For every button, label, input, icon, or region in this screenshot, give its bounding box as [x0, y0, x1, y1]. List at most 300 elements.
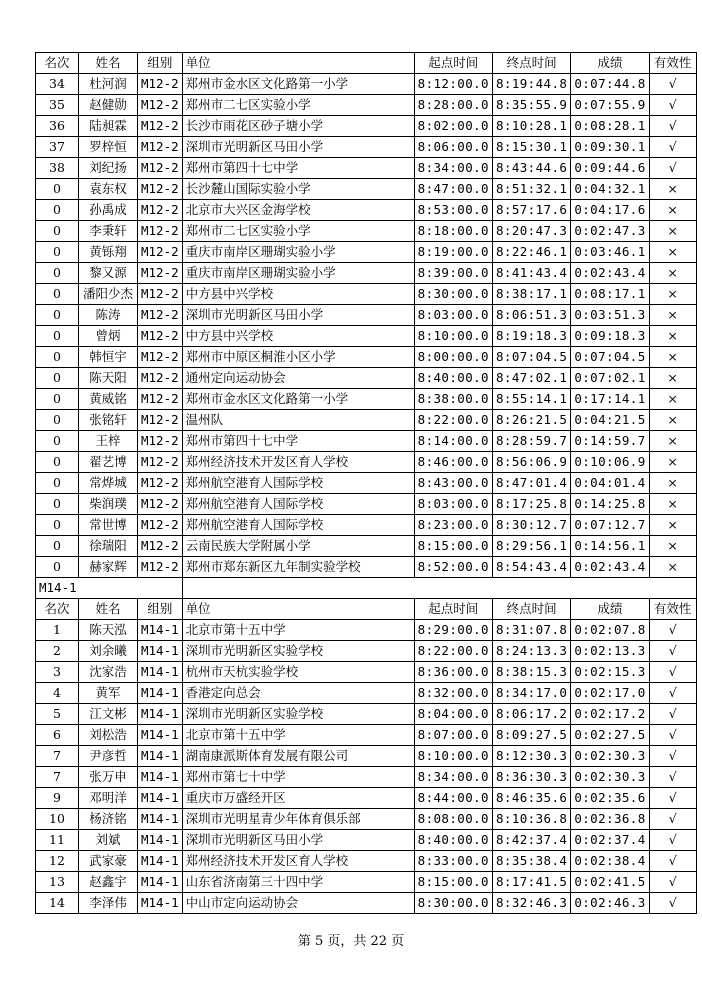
cell-group: M12-2: [138, 452, 183, 473]
cell-unit: 郑州市第七十中学: [182, 767, 414, 788]
table-row: [36, 137, 697, 158]
cell-result: 0:03:46.1: [571, 242, 649, 263]
cell-validity: ×: [649, 473, 696, 494]
cell-unit: 郑州航空港育人国际学校: [182, 515, 414, 536]
cell-name: 陈涛: [79, 305, 138, 326]
cell-rank: 0: [36, 326, 79, 347]
header-end-time: 终点时间: [492, 53, 570, 74]
cell-start-time: 8:34:00.0: [414, 767, 492, 788]
cell-end-time: 8:35:55.9: [492, 95, 570, 116]
cell-end-time: 8:28:59.7: [492, 431, 570, 452]
cell-start-time: 8:33:00.0: [414, 851, 492, 872]
table-row: [36, 893, 697, 914]
cell-name: 陈天阳: [79, 368, 138, 389]
cell-rank: 10: [36, 809, 79, 830]
table-row: [36, 284, 697, 305]
cell-group: M14-1: [138, 725, 183, 746]
cell-unit: 重庆市南岸区珊瑚实验小学: [182, 263, 414, 284]
table-row: [36, 557, 697, 578]
table-row: [36, 872, 697, 893]
table-row: [36, 788, 697, 809]
cell-unit: 香港定向总会: [182, 683, 414, 704]
cell-rank: 0: [36, 431, 79, 452]
cell-result: 0:08:17.1: [571, 284, 649, 305]
cell-group: M12-2: [138, 473, 183, 494]
cell-start-time: 8:06:00.0: [414, 137, 492, 158]
cell-rank: 0: [36, 536, 79, 557]
cell-end-time: 8:12:30.3: [492, 746, 570, 767]
cell-name: 黎又源: [79, 263, 138, 284]
header-unit: 单位: [182, 53, 414, 74]
cell-rank: 0: [36, 452, 79, 473]
cell-start-time: 8:38:00.0: [414, 389, 492, 410]
cell-rank: 14: [36, 893, 79, 914]
cell-unit: 北京市第十五中学: [182, 620, 414, 641]
cell-result: 0:04:01.4: [571, 473, 649, 494]
cell-validity: √: [649, 767, 696, 788]
cell-group: M12-2: [138, 116, 183, 137]
cell-group: M14-1: [138, 704, 183, 725]
cell-unit: 重庆市南岸区珊瑚实验小学: [182, 242, 414, 263]
cell-group: M12-2: [138, 158, 183, 179]
table-row: [36, 95, 697, 116]
cell-group: M14-1: [138, 872, 183, 893]
cell-result: 0:02:38.4: [571, 851, 649, 872]
cell-start-time: 8:22:00.0: [414, 641, 492, 662]
cell-rank: 2: [36, 641, 79, 662]
table-row: [36, 515, 697, 536]
cell-unit: 郑州市第四十七中学: [182, 431, 414, 452]
cell-name: 韩恒宇: [79, 347, 138, 368]
cell-validity: √: [649, 809, 696, 830]
cell-unit: 深圳市光明新区实验学校: [182, 704, 414, 725]
cell-start-time: 8:19:00.0: [414, 242, 492, 263]
cell-name: 翟艺博: [79, 452, 138, 473]
cell-unit: 郑州市中原区桐淮小区小学: [182, 347, 414, 368]
cell-start-time: 8:30:00.0: [414, 284, 492, 305]
cell-name: 潘阳少杰: [79, 284, 138, 305]
cell-unit: 深圳市光明新区马田小学: [182, 305, 414, 326]
cell-group: M12-2: [138, 284, 183, 305]
cell-result: 0:14:59.7: [571, 431, 649, 452]
cell-validity: √: [649, 704, 696, 725]
cell-group: M12-2: [138, 263, 183, 284]
cell-rank: 0: [36, 284, 79, 305]
cell-group: M12-2: [138, 347, 183, 368]
header-result: 成绩: [571, 53, 649, 74]
cell-validity: √: [649, 851, 696, 872]
cell-result: 0:02:15.3: [571, 662, 649, 683]
cell-name: 邓明洋: [79, 788, 138, 809]
header-name: 姓名: [79, 599, 138, 620]
cell-result: 0:02:17.0: [571, 683, 649, 704]
cell-end-time: 8:47:01.4: [492, 473, 570, 494]
cell-rank: 13: [36, 872, 79, 893]
cell-name: 黄军: [79, 683, 138, 704]
cell-rank: 0: [36, 515, 79, 536]
table-row: [36, 179, 697, 200]
cell-end-time: 8:41:43.4: [492, 263, 570, 284]
cell-name: 陈天泓: [79, 620, 138, 641]
cell-validity: √: [649, 893, 696, 914]
cell-start-time: 8:30:00.0: [414, 893, 492, 914]
cell-end-time: 8:10:36.8: [492, 809, 570, 830]
header-validity: 有效性: [649, 53, 696, 74]
cell-result: 0:02:37.4: [571, 830, 649, 851]
cell-name: 刘余曦: [79, 641, 138, 662]
cell-result: 0:02:13.3: [571, 641, 649, 662]
cell-result: 0:02:17.2: [571, 704, 649, 725]
cell-end-time: 8:54:43.4: [492, 557, 570, 578]
cell-unit: 通州定向运动协会: [182, 368, 414, 389]
cell-validity: √: [649, 746, 696, 767]
cell-result: 0:07:44.8: [571, 74, 649, 95]
cell-start-time: 8:28:00.0: [414, 95, 492, 116]
cell-end-time: 8:32:46.3: [492, 893, 570, 914]
cell-start-time: 8:52:00.0: [414, 557, 492, 578]
cell-rank: 0: [36, 221, 79, 242]
table-row: [36, 536, 697, 557]
cell-name: 杨济铭: [79, 809, 138, 830]
header-name: 姓名: [79, 53, 138, 74]
cell-unit: 深圳市光明新区马田小学: [182, 137, 414, 158]
cell-rank: 6: [36, 725, 79, 746]
cell-rank: 12: [36, 851, 79, 872]
cell-start-time: 8:14:00.0: [414, 431, 492, 452]
cell-start-time: 8:22:00.0: [414, 410, 492, 431]
cell-end-time: 8:19:44.8: [492, 74, 570, 95]
table-row: [36, 452, 697, 473]
cell-start-time: 8:43:00.0: [414, 473, 492, 494]
cell-end-time: 8:56:06.9: [492, 452, 570, 473]
header-row: [36, 53, 697, 74]
cell-end-time: 8:29:56.1: [492, 536, 570, 557]
cell-result: 0:02:43.4: [571, 557, 649, 578]
cell-rank: 1: [36, 620, 79, 641]
cell-end-time: 8:06:17.2: [492, 704, 570, 725]
cell-group: M14-1: [138, 809, 183, 830]
cell-start-time: 8:07:00.0: [414, 725, 492, 746]
cell-name: 赫家辉: [79, 557, 138, 578]
cell-rank: 0: [36, 179, 79, 200]
cell-name: 柴润璞: [79, 494, 138, 515]
cell-name: 赵健勋: [79, 95, 138, 116]
cell-rank: 9: [36, 788, 79, 809]
cell-group: M12-2: [138, 305, 183, 326]
cell-end-time: 8:17:41.5: [492, 872, 570, 893]
cell-unit: 云南民族大学附属小学: [182, 536, 414, 557]
group-label-row: [36, 578, 697, 599]
cell-start-time: 8:03:00.0: [414, 305, 492, 326]
cell-start-time: 8:12:00.0: [414, 74, 492, 95]
cell-unit: 长沙麓山国际实验小学: [182, 179, 414, 200]
cell-name: 刘斌: [79, 830, 138, 851]
cell-rank: 0: [36, 347, 79, 368]
cell-group: M14-1: [138, 767, 183, 788]
cell-result: 0:08:28.1: [571, 116, 649, 137]
cell-validity: ×: [649, 305, 696, 326]
cell-start-time: 8:02:00.0: [414, 116, 492, 137]
table-row: [36, 368, 697, 389]
cell-unit: 山东省济南第三十四中学: [182, 872, 414, 893]
table-row: [36, 830, 697, 851]
cell-group: M14-1: [138, 683, 183, 704]
table-row: [36, 704, 697, 725]
cell-unit: 中山市定向运动协会: [182, 893, 414, 914]
cell-unit: 深圳市光明新区马田小学: [182, 830, 414, 851]
table-row: [36, 620, 697, 641]
cell-rank: 11: [36, 830, 79, 851]
cell-unit: 郑州航空港育人国际学校: [182, 494, 414, 515]
results-table: [35, 52, 697, 914]
cell-result: 0:14:56.1: [571, 536, 649, 557]
cell-unit: 中方县中兴学校: [182, 284, 414, 305]
table-row: [36, 200, 697, 221]
cell-name: 常烨城: [79, 473, 138, 494]
cell-group: M12-2: [138, 242, 183, 263]
cell-rank: 7: [36, 746, 79, 767]
cell-name: 张万申: [79, 767, 138, 788]
table-row: [36, 473, 697, 494]
cell-result: 0:09:30.1: [571, 137, 649, 158]
cell-validity: √: [649, 872, 696, 893]
cell-name: 刘松浩: [79, 725, 138, 746]
cell-name: 黄威铭: [79, 389, 138, 410]
cell-validity: ×: [649, 536, 696, 557]
table-row: [36, 641, 697, 662]
cell-rank: 37: [36, 137, 79, 158]
cell-rank: 35: [36, 95, 79, 116]
cell-unit: 郑州市二七区实验小学: [182, 221, 414, 242]
cell-validity: ×: [649, 515, 696, 536]
cell-unit: 郑州市第四十七中学: [182, 158, 414, 179]
cell-unit: 深圳市光明星青少年体育俱乐部: [182, 809, 414, 830]
header-unit: 单位: [182, 599, 414, 620]
cell-start-time: 8:15:00.0: [414, 536, 492, 557]
cell-group: M12-2: [138, 368, 183, 389]
cell-end-time: 8:20:47.3: [492, 221, 570, 242]
cell-validity: √: [649, 620, 696, 641]
cell-start-time: 8:53:00.0: [414, 200, 492, 221]
cell-end-time: 8:10:28.1: [492, 116, 570, 137]
cell-name: 陆昶霖: [79, 116, 138, 137]
table-row: [36, 74, 697, 95]
cell-validity: √: [649, 662, 696, 683]
table-row: [36, 725, 697, 746]
cell-group: M12-2: [138, 557, 183, 578]
cell-result: 0:04:21.5: [571, 410, 649, 431]
cell-end-time: 8:43:44.6: [492, 158, 570, 179]
cell-validity: √: [649, 641, 696, 662]
cell-name: 李秉轩: [79, 221, 138, 242]
table-row: [36, 683, 697, 704]
cell-group: M14-1: [138, 830, 183, 851]
cell-rank: 0: [36, 410, 79, 431]
header-group: 组别: [138, 599, 183, 620]
cell-result: 0:02:47.3: [571, 221, 649, 242]
cell-end-time: 8:09:27.5: [492, 725, 570, 746]
cell-rank: 3: [36, 662, 79, 683]
cell-start-time: 8:15:00.0: [414, 872, 492, 893]
cell-result: 0:10:06.9: [571, 452, 649, 473]
cell-end-time: 8:30:12.7: [492, 515, 570, 536]
cell-name: 武家豪: [79, 851, 138, 872]
cell-validity: ×: [649, 200, 696, 221]
cell-start-time: 8:34:00.0: [414, 158, 492, 179]
cell-start-time: 8:40:00.0: [414, 830, 492, 851]
cell-validity: √: [649, 683, 696, 704]
cell-validity: ×: [649, 410, 696, 431]
cell-name: 孙禹成: [79, 200, 138, 221]
cell-group: M12-2: [138, 431, 183, 452]
cell-unit: 北京市第十五中学: [182, 725, 414, 746]
cell-group: M12-2: [138, 137, 183, 158]
cell-result: 0:02:30.3: [571, 746, 649, 767]
cell-group: M12-2: [138, 410, 183, 431]
table-row: [36, 116, 697, 137]
cell-name: 曾炳: [79, 326, 138, 347]
cell-result: 0:07:12.7: [571, 515, 649, 536]
cell-end-time: 8:36:30.3: [492, 767, 570, 788]
cell-rank: 34: [36, 74, 79, 95]
cell-unit: 郑州市金水区文化路第一小学: [182, 74, 414, 95]
cell-group: M14-1: [138, 893, 183, 914]
cell-unit: 长沙市雨花区砂子塘小学: [182, 116, 414, 137]
cell-validity: √: [649, 74, 696, 95]
cell-start-time: 8:10:00.0: [414, 326, 492, 347]
cell-end-time: 8:19:18.3: [492, 326, 570, 347]
cell-group: M14-1: [138, 788, 183, 809]
cell-name: 沈家浩: [79, 662, 138, 683]
cell-start-time: 8:18:00.0: [414, 221, 492, 242]
cell-start-time: 8:40:00.0: [414, 368, 492, 389]
cell-result: 0:09:18.3: [571, 326, 649, 347]
table-row: [36, 431, 697, 452]
cell-start-time: 8:36:00.0: [414, 662, 492, 683]
cell-rank: 5: [36, 704, 79, 725]
cell-group: M12-2: [138, 221, 183, 242]
cell-end-time: 8:55:14.1: [492, 389, 570, 410]
cell-result: 0:02:35.6: [571, 788, 649, 809]
cell-validity: ×: [649, 347, 696, 368]
table-row: [36, 221, 697, 242]
header-end-time: 终点时间: [492, 599, 570, 620]
cell-name: 江文彬: [79, 704, 138, 725]
cell-result: 0:07:04.5: [571, 347, 649, 368]
cell-rank: 0: [36, 473, 79, 494]
cell-validity: ×: [649, 284, 696, 305]
cell-name: 罗梓恒: [79, 137, 138, 158]
cell-validity: √: [649, 830, 696, 851]
cell-result: 0:02:43.4: [571, 263, 649, 284]
cell-result: 0:02:27.5: [571, 725, 649, 746]
cell-start-time: 8:10:00.0: [414, 746, 492, 767]
cell-unit: 湖南康派斯体育发展有限公司: [182, 746, 414, 767]
cell-name: 尹彦哲: [79, 746, 138, 767]
cell-end-time: 8:31:07.8: [492, 620, 570, 641]
cell-result: 0:02:41.5: [571, 872, 649, 893]
table-row: [36, 410, 697, 431]
cell-unit: 中方县中兴学校: [182, 326, 414, 347]
table-row: [36, 305, 697, 326]
cell-group: M12-2: [138, 515, 183, 536]
cell-validity: ×: [649, 389, 696, 410]
cell-unit: 深圳市光明新区实验学校: [182, 641, 414, 662]
cell-end-time: 8:35:38.4: [492, 851, 570, 872]
header-group: 组别: [138, 53, 183, 74]
header-start-time: 起点时间: [414, 53, 492, 74]
cell-end-time: 8:46:35.6: [492, 788, 570, 809]
cell-validity: ×: [649, 221, 696, 242]
cell-rank: 36: [36, 116, 79, 137]
cell-group: M12-2: [138, 179, 183, 200]
cell-rank: 0: [36, 305, 79, 326]
cell-validity: ×: [649, 242, 696, 263]
cell-rank: 4: [36, 683, 79, 704]
cell-group: M14-1: [138, 641, 183, 662]
header-row: [36, 599, 697, 620]
cell-end-time: 8:57:17.6: [492, 200, 570, 221]
header-result: 成绩: [571, 599, 649, 620]
cell-result: 0:03:51.3: [571, 305, 649, 326]
cell-end-time: 8:38:15.3: [492, 662, 570, 683]
cell-end-time: 8:24:13.3: [492, 641, 570, 662]
cell-group: M14-1: [138, 620, 183, 641]
cell-result: 0:17:14.1: [571, 389, 649, 410]
cell-group: M14-1: [138, 851, 183, 872]
table-row: [36, 746, 697, 767]
table-row: [36, 494, 697, 515]
cell-unit: 重庆市万盛经开区: [182, 788, 414, 809]
cell-end-time: 8:15:30.1: [492, 137, 570, 158]
table-row: [36, 662, 697, 683]
table-row: [36, 347, 697, 368]
cell-group: M12-2: [138, 74, 183, 95]
cell-end-time: 8:34:17.0: [492, 683, 570, 704]
cell-validity: ×: [649, 326, 696, 347]
cell-unit: 北京市大兴区金海学校: [182, 200, 414, 221]
table-row: [36, 158, 697, 179]
table-row: [36, 263, 697, 284]
cell-start-time: 8:39:00.0: [414, 263, 492, 284]
cell-validity: √: [649, 95, 696, 116]
cell-name: 赵鑫宇: [79, 872, 138, 893]
header-rank: 名次: [36, 599, 79, 620]
cell-validity: √: [649, 158, 696, 179]
cell-name: 王梓: [79, 431, 138, 452]
cell-result: 0:02:30.3: [571, 767, 649, 788]
cell-end-time: 8:22:46.1: [492, 242, 570, 263]
cell-validity: ×: [649, 494, 696, 515]
cell-start-time: 8:29:00.0: [414, 620, 492, 641]
header-validity: 有效性: [649, 599, 696, 620]
cell-start-time: 8:00:00.0: [414, 347, 492, 368]
cell-start-time: 8:04:00.0: [414, 704, 492, 725]
cell-rank: 38: [36, 158, 79, 179]
cell-group: M12-2: [138, 200, 183, 221]
cell-validity: √: [649, 725, 696, 746]
table-row: [36, 851, 697, 872]
cell-group: M12-2: [138, 389, 183, 410]
cell-rank: 0: [36, 263, 79, 284]
cell-group: M12-2: [138, 494, 183, 515]
cell-start-time: 8:44:00.0: [414, 788, 492, 809]
cell-rank: 0: [36, 200, 79, 221]
cell-unit: 郑州经济技术开发区育人学校: [182, 452, 414, 473]
cell-unit: 温州队: [182, 410, 414, 431]
cell-start-time: 8:03:00.0: [414, 494, 492, 515]
cell-start-time: 8:47:00.0: [414, 179, 492, 200]
